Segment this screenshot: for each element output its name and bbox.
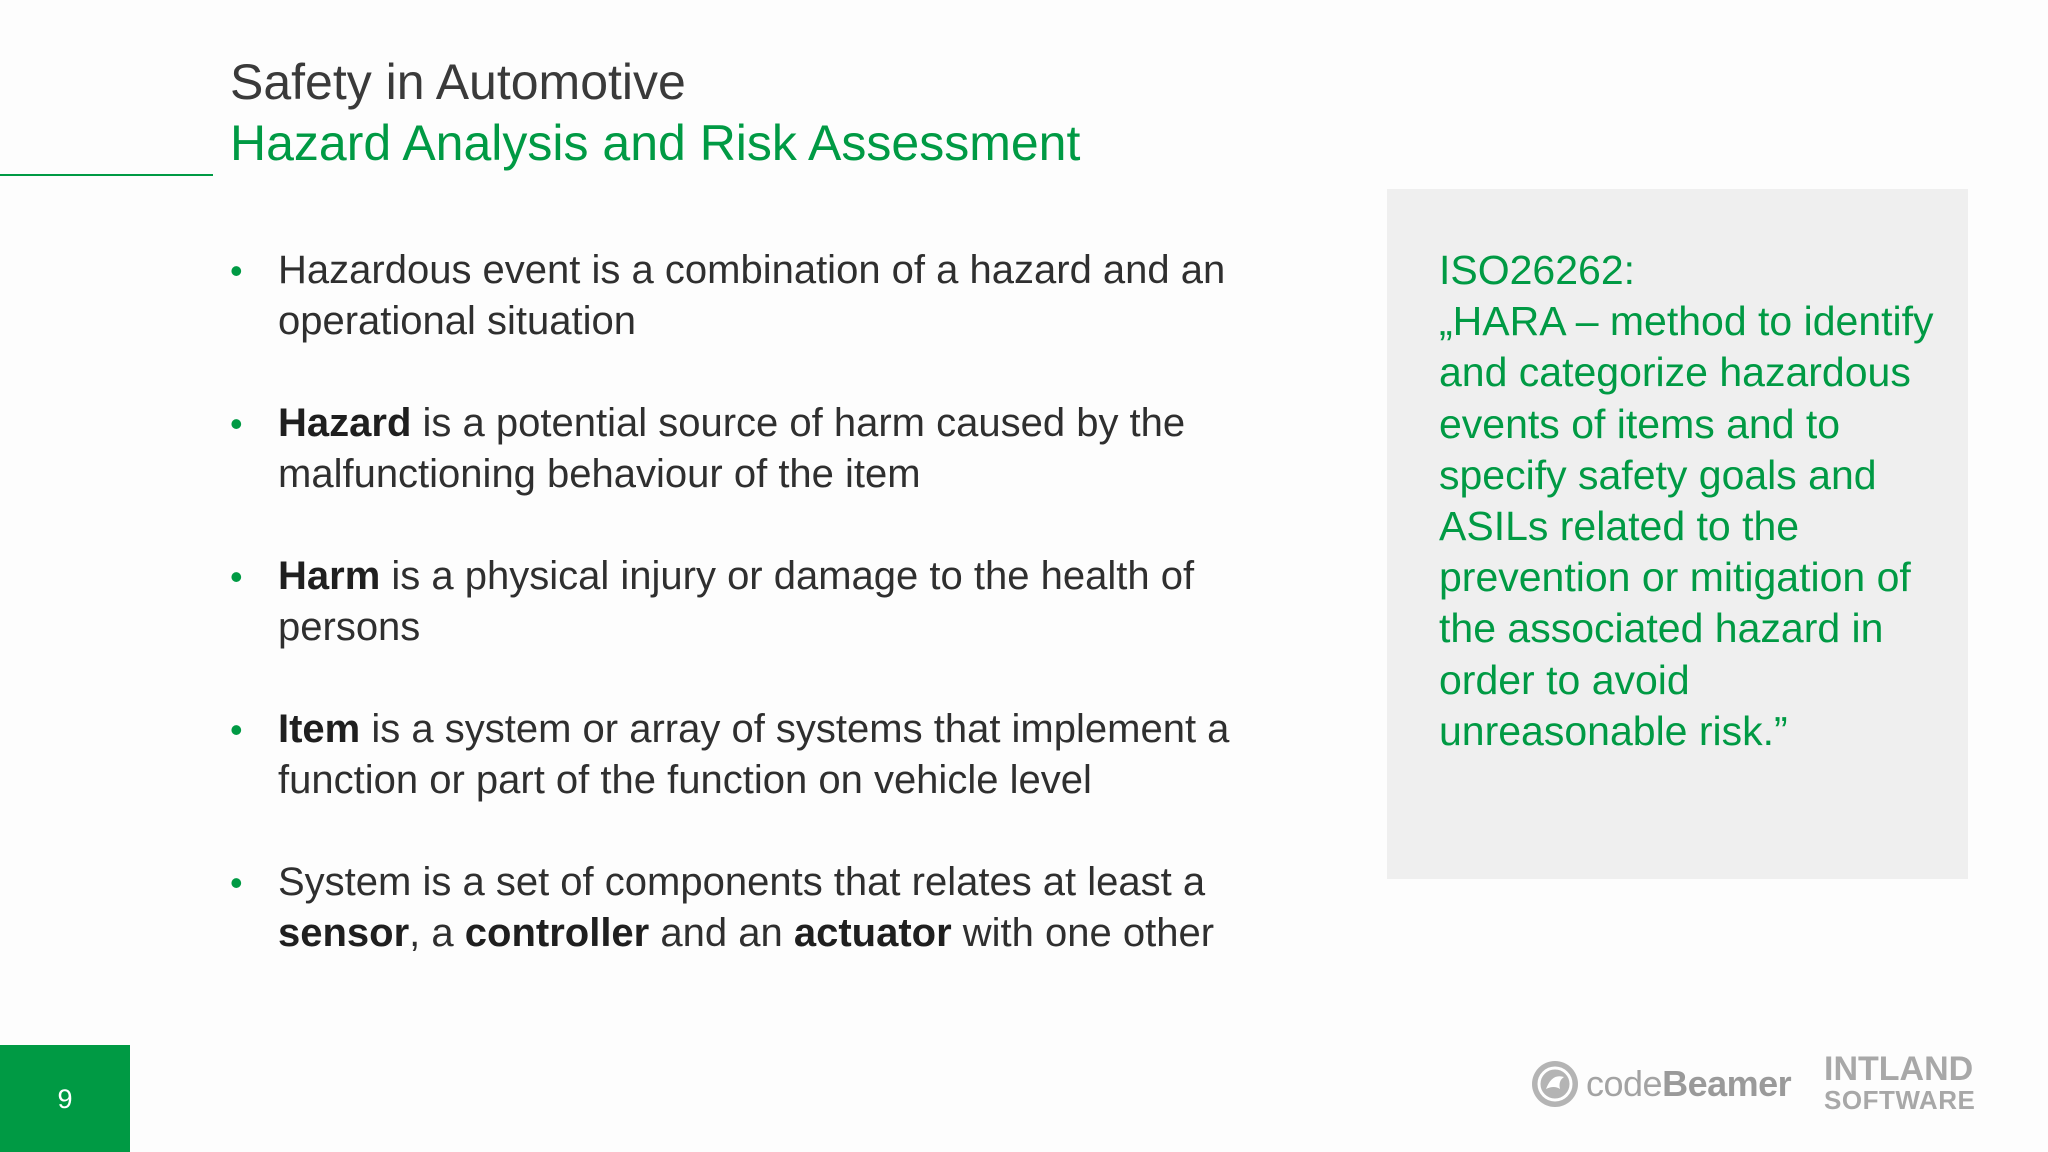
iso-quote-body: „HARA – method to identify and categorize hazardous events of items and to specify safety goals and ASILs related to the prevention or mitigation of the associated hazard in order to avoid unreasonable risk.” (1439, 298, 1934, 754)
bullet-text: and an (649, 911, 794, 955)
bullet-item (230, 704, 1320, 806)
slide-title: Safety in Automotive (230, 54, 686, 110)
codebeamer-logo (1530, 1057, 1791, 1111)
bullet-dot-icon: • (230, 403, 243, 444)
page-number: 9 (57, 1084, 73, 1114)
bullet-text: is a physical injury or damage to the health of persons (278, 554, 1195, 649)
intland-wordmark-line1: INTLAND (1824, 1050, 1974, 1088)
page-number-badge (0, 1045, 130, 1152)
bullet-term: sensor (278, 911, 410, 955)
bullet-dot-icon: • (230, 250, 243, 291)
intland-wordmark-line2: SOFTWARE (1824, 1085, 1976, 1115)
title-accent-rule (0, 174, 213, 176)
bullet-dot-icon: • (230, 709, 243, 750)
iso-quote-box (1387, 189, 1968, 879)
bullet-text: Hazardous event is a combination of a hazard and an operational situation (278, 248, 1226, 343)
iso-quote-source: ISO26262: (1439, 247, 1636, 293)
bullet-item (230, 857, 1320, 959)
bullet-text: is a system or array of systems that implement a function or part of the function on vehicle level (278, 707, 1230, 802)
bullet-term: controller (464, 911, 650, 955)
iso-quote-text (1439, 245, 1944, 757)
intland-software-logo (1824, 1052, 1974, 1114)
bullet-term: Item (278, 707, 361, 751)
bullet-item (230, 398, 1320, 500)
bullet-text: with one other (951, 911, 1215, 955)
definition-bullet-list (230, 245, 1320, 1010)
bullet-dot-icon: • (230, 862, 243, 903)
bullet-dot-icon: • (230, 556, 243, 597)
bullet-text: , a (409, 911, 465, 955)
codebeamer-logo-icon (1530, 1059, 1580, 1109)
bullet-term: Harm (278, 554, 381, 598)
slide-subtitle: Hazard Analysis and Risk Assessment (230, 115, 1081, 171)
bullet-text: is a potential source of harm caused by the malfunctioning behaviour of the item (278, 401, 1186, 496)
bullet-term: Hazard (278, 401, 412, 445)
bullet-term: actuator (793, 911, 952, 955)
bullet-text: System is a set of components that relates at least a (278, 860, 1206, 904)
bullet-item (230, 245, 1320, 347)
bullet-item (230, 551, 1320, 653)
codebeamer-wordmark: codeBeamer (1586, 1063, 1792, 1104)
